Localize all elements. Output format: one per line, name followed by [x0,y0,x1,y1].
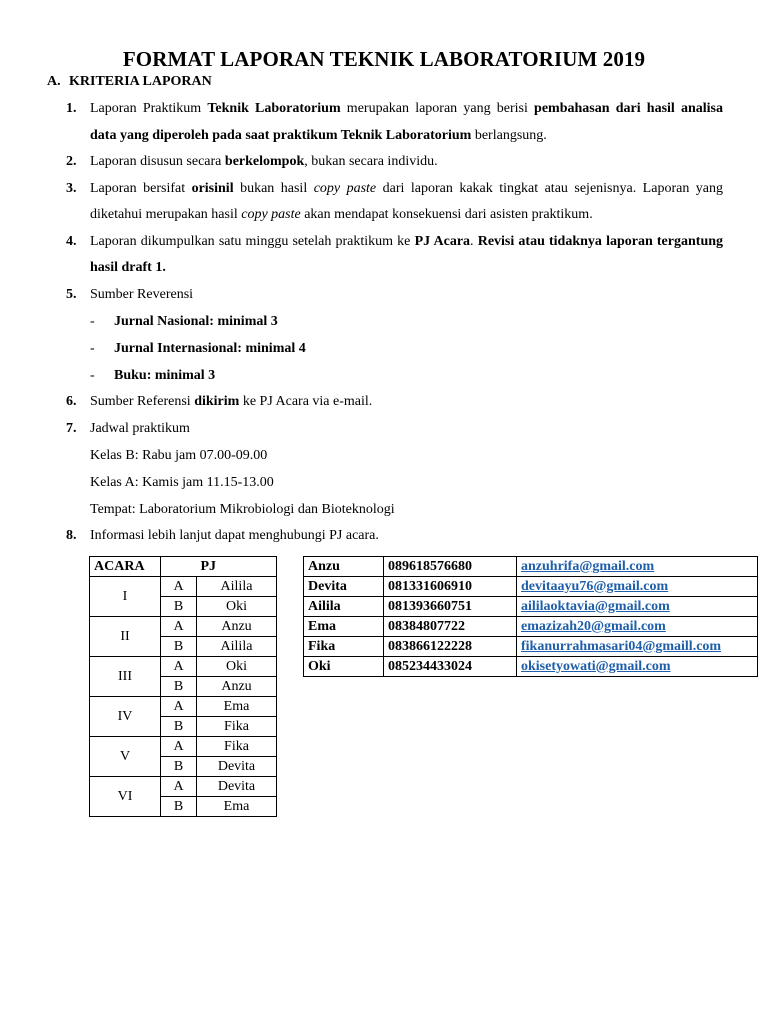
document-title: FORMAT LAPORAN TEKNIK LABORATORIUM 2019 [122,47,646,71]
contact-phone: 081331606910 [384,577,517,597]
table-row [304,557,758,577]
section-title: KRITERIA LAPORAN [69,74,212,89]
contact-name: Oki [304,657,384,677]
pj-cell: Devita [197,777,277,797]
section-letter: A. [47,74,61,89]
list-item-7: 7. Jadwal praktikum [66,416,723,443]
acara-cell: IV [90,697,161,737]
acara-cell: VI [90,777,161,817]
sub-item: - Jurnal Internasional: minimal 4 [90,341,306,356]
item-number: 3. [66,180,77,196]
table-row [304,577,758,597]
pj-cell: Oki [197,657,277,677]
item-number: 5. [66,286,77,302]
table-row [304,637,758,657]
pj-cell: Ailila [197,637,277,657]
table-row [304,617,758,637]
schedule-line: Tempat: Laboratorium Mikrobiologi dan Bioteknologi [90,502,395,517]
contact-email-link[interactable]: aililaoktavia@gmail.com [517,597,758,617]
schedule-line: Kelas B: Rabu jam 07.00-09.00 [90,448,268,463]
list-item-4: 4. Laporan dikumpulkan satu minggu setelah praktikum ke PJ Acara. Revisi atau tidaknya laporan tergantung hasil draft 1. [66,229,723,282]
list-item-1: 1. Laporan Praktikum Teknik Laboratorium merupakan laporan yang berisi pembahasan dari hasil analisa data yang diperoleh pada saat praktikum Teknik Laboratorium berlangsung. [66,96,723,149]
schedule-line: Kelas A: Kamis jam 11.15-13.00 [90,475,274,490]
contact-phone: 083866122228 [384,637,517,657]
table-row [304,597,758,617]
list-item-8: 8. Informasi lebih lanjut dapat menghubungi PJ acara. [66,523,723,550]
pj-cell: Devita [197,757,277,777]
contact-name: Ema [304,617,384,637]
contact-name: Fika [304,637,384,657]
contact-table [303,556,758,677]
item-number: 6. [66,394,77,409]
pj-cell: Fika [197,737,277,757]
contact-phone: 081393660751 [384,597,517,617]
criteria-list [66,96,723,550]
pj-cell: Ailila [197,577,277,597]
acara-cell: V [90,737,161,777]
item-number: 4. [66,233,77,249]
item-number: 8. [66,528,77,543]
acara-cell: I [90,577,161,617]
item-number: 7. [66,420,77,436]
pj-cell: Ema [197,797,277,817]
contact-phone: 08384807722 [384,617,517,637]
contact-name: Ailila [304,597,384,617]
list-item-6: 6. Sumber Referensi dikirim ke PJ Acara via e-mail. [66,389,723,416]
contact-phone: 085234433024 [384,657,517,677]
section-heading [47,74,212,90]
contact-email-link[interactable]: anzuhrifa@gmail.com [517,557,758,577]
pj-cell: Oki [197,597,277,617]
contact-email-link[interactable]: fikanurrahmasari04@gmaill.com [517,637,758,657]
acara-pj-table: ACARA PJ I A Ailila B Oki II A Anzu B Ailila III A Oki B Anzu IV A Ema B Fika V A Fika B Devita VI A Devita B Ema [89,556,277,817]
contact-email-link[interactable]: devitaayu76@gmail.com [517,577,758,597]
sub-item: - Buku: minimal 3 [90,368,216,383]
contact-phone: 089618576680 [384,557,517,577]
acara-cell: II [90,617,161,657]
pj-cell: Ema [197,697,277,717]
pj-cell: Fika [197,717,277,737]
contact-name: Devita [304,577,384,597]
list-item-3: 3. Laporan bersifat orisinil bukan hasil copy paste dari laporan kakak tingkat atau sejenisnya. Laporan yang diketahui merupakan hasil copy paste akan mendapat konsekuensi dari asisten praktikum. [66,176,723,229]
pj-cell: Anzu [197,677,277,697]
sub-item: - Jurnal Nasional: minimal 3 [90,314,278,329]
table-header: PJ [197,557,277,577]
list-item-2: 2. Laporan disusun secara berkelompok, bukan secara individu. [66,149,723,176]
table-row [304,657,758,677]
pj-cell: Anzu [197,617,277,637]
item-number: 2. [66,154,77,169]
item-number: 1. [66,101,77,116]
acara-cell: III [90,657,161,697]
table-header: ACARA [90,557,161,577]
contact-name: Anzu [304,557,384,577]
list-item-5: 5. Sumber Reverensi [66,282,723,309]
contact-email-link[interactable]: okisetyowati@gmail.com [517,657,758,677]
contact-email-link[interactable]: emazizah20@gmail.com [517,617,758,637]
